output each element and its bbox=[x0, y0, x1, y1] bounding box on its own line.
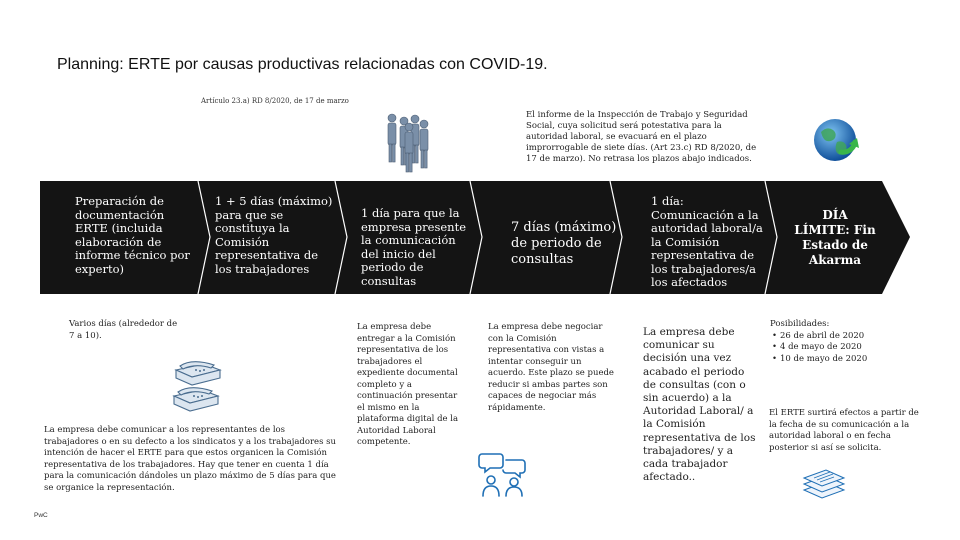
document-stack-icon bbox=[800, 466, 848, 504]
step-periodo-consultas: 7 días (máximo) de periodo de consultas bbox=[511, 220, 617, 267]
globe-refresh-icon bbox=[811, 116, 863, 168]
inspection-note: El informe de la Inspección de Trabajo y Seguridad Social, cuya solicitud será potestativa para la autoridad laboral, se evacuará en el plazo improrrogable de siete días. (Art 23.c) RD 8/2020, de 17 de marzo). No retrasa los plazos abajo indicados. bbox=[526, 110, 757, 164]
possibility-date: • 4 de mayo de 2020 bbox=[770, 342, 900, 354]
step-inicio-consultas: 1 día para que la empresa presente la comunicación del inicio del periodo de consultas bbox=[361, 206, 466, 288]
note-comunicar-representantes: La empresa debe comunicar a los representantes de los trabajadores o en su defecto a los sindicatos y a los trabajadores su intención de hacer el ERTE para que estos organicen la Comisión representativa de los trabajadores. Hay que tener en cuenta 1 día para la comunicación dándoles un plazo máximo de 5 días para que se organice la representación. bbox=[44, 425, 336, 493]
deadline-possibilities bbox=[770, 319, 900, 365]
step-dia-limite: DÍA LÍMITE: Fin Estado de Akarma bbox=[794, 208, 876, 267]
note-comunicar-decision: La empresa debe comunicar su decisión una vez acabado el periodo de consultas (con o sin acuerdo) a la Autoridad Laboral/ a la Comisión representativa de los trabajadores/ y a cada trabajador afectado.. bbox=[643, 326, 756, 484]
footer-brand: PwC bbox=[34, 512, 48, 519]
telephone-icon bbox=[166, 356, 230, 414]
possibility-date: • 26 de abril de 2020 bbox=[770, 331, 900, 343]
note-negociar: La empresa debe negociar con la Comisión representativa con vistas a intentar conseguir un acuerdo. Este plazo se puede reducir si ambas partes son capaces de negociar más rápidamente. bbox=[488, 322, 614, 413]
note-efectos: El ERTE surtirá efectos a partir de la fecha de su comunicación a la autoridad laboral o en fecha posterior si así se solicita. bbox=[769, 408, 919, 453]
people-group-icon bbox=[384, 112, 430, 174]
note-varios-dias: Varios días (alrededor de 7 a 10). bbox=[69, 319, 178, 341]
step-preparacion: Preparación de documentación ERTE (incluida elaboración de informe técnico por experto) bbox=[75, 194, 190, 276]
step-constitucion-comision: 1 + 5 días (máximo) para que se constituya la Comisión representativa de los trabajadores bbox=[215, 194, 333, 276]
note-entregar-expediente: La empresa debe entregar a la Comisión representativa de los trabajadores el expediente documental completo y a continuación presentar el mismo en la plataforma digital de la Autoridad Laboral competente. bbox=[357, 322, 459, 447]
possibilities-title: Posibilidades: bbox=[770, 319, 830, 329]
possibility-date: • 10 de mayo de 2020 bbox=[770, 354, 900, 366]
legal-reference: Artículo 23.a) RD 8/2020, de 17 de marzo bbox=[201, 97, 349, 105]
step-comunicacion-autoridad: 1 día: Comunicación a la autoridad laboral/a la Comisión representativa de los trabajadores/a los afectados bbox=[651, 194, 763, 289]
page-title: Planning: ERTE por causas productivas relacionadas con COVID-19. bbox=[57, 56, 548, 73]
consultation-chat-icon bbox=[478, 450, 528, 498]
